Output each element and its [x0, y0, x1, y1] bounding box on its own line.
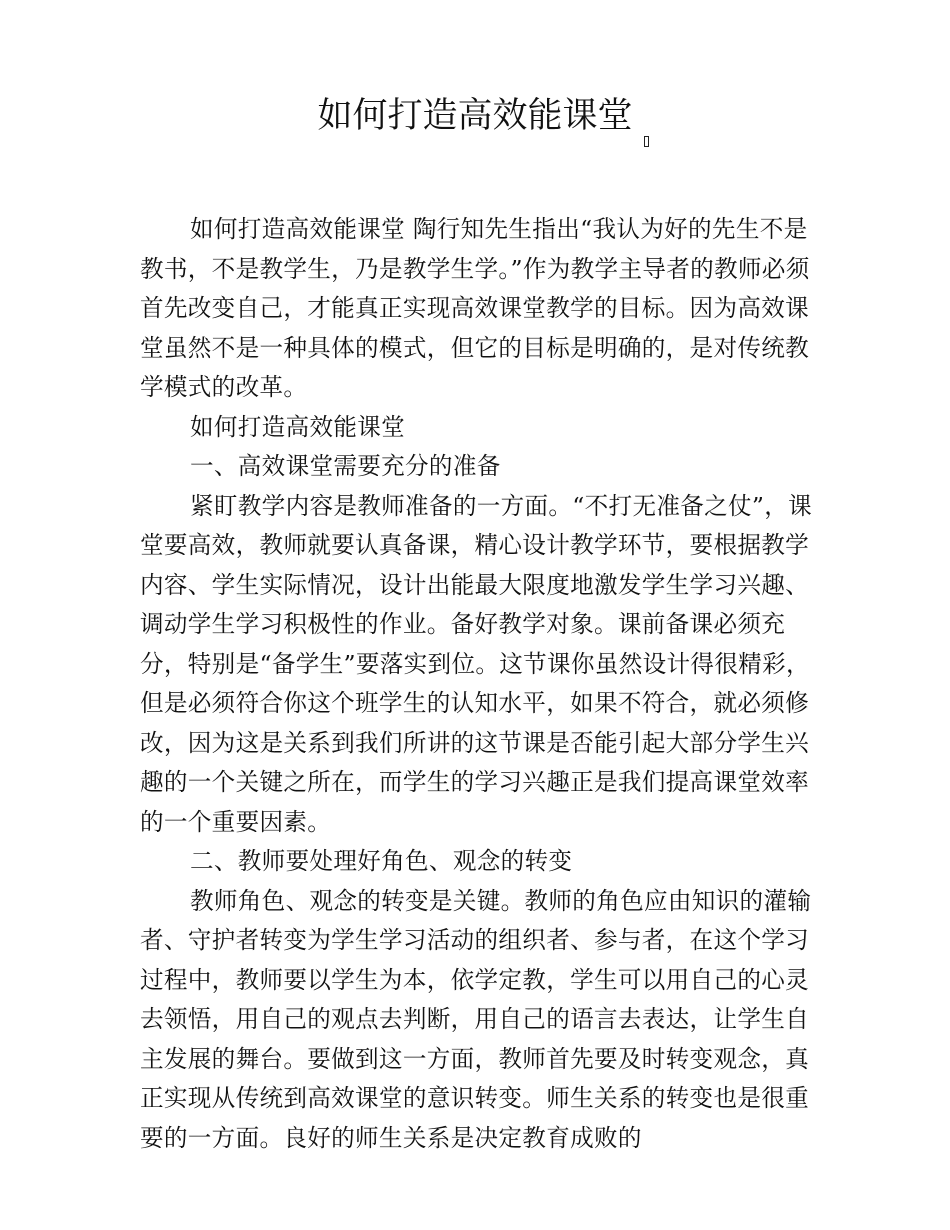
footnote-marker-icon	[644, 136, 649, 147]
paragraph-section-1: 紧盯教学内容是教师准备的一方面。“不打无准备之仗”，课堂要高效，教师就要认真备课，精心设计教学环节，要根据教学内容、学生实际情况，设计出能最大限度地激发学生学习兴趣、调动学生学习积极性的作业。备好教学对象。课前备课必须充分，特别是“备学生”要落实到位。这节课你虽然设计得很精彩，但是必须符合你这个班学生的认知水平，如果不符合，就必须修改，因为这是关系到我们所讲的这节课是否能引起大部分学生兴趣的一个关键之所在，而学生的学习兴趣正是我们提高课堂效率的一个重要因素。	[140, 491, 813, 836]
paragraph-intro: 如何打造高效能课堂 陶行知先生指出“我认为好的先生不是教书，不是教学生，乃是教学生学。”作为教学主导者的教师必须首先改变自己，才能真正实现高效课堂教学的目标。因为高效课堂虽然不是一种具体的模式，但它的目标是明确的，是对传统教学模式的改革。	[140, 215, 810, 401]
document-body	[140, 210, 820, 1158]
paragraph-section-2: 教师角色、观念的转变是关键。教师的角色应由知识的灌输者、守护者转变为学生学习活动的组织者、参与者，在这个学习过程中，教师要以学生为本，依学定教，学生可以用自己的心灵去领悟，用自己的观点去判断，用自己的语言去表达，让学生自主发展的舞台。要做到这一方面，教师首先要及时转变观念，真正实现从传统到高效课堂的意识转变。师生关系的转变也是很重要的一方面。良好的师生关系是决定教育成败的	[140, 886, 812, 1152]
paragraph-subtitle: 如何打造高效能课堂	[190, 412, 406, 441]
document-title: 如何打造高效能课堂	[317, 96, 633, 136]
section-heading-2: 二、教师要处理好角色、观念的转变	[190, 847, 573, 875]
section-heading-1: 一、高效课堂需要充分的准备	[190, 452, 501, 480]
